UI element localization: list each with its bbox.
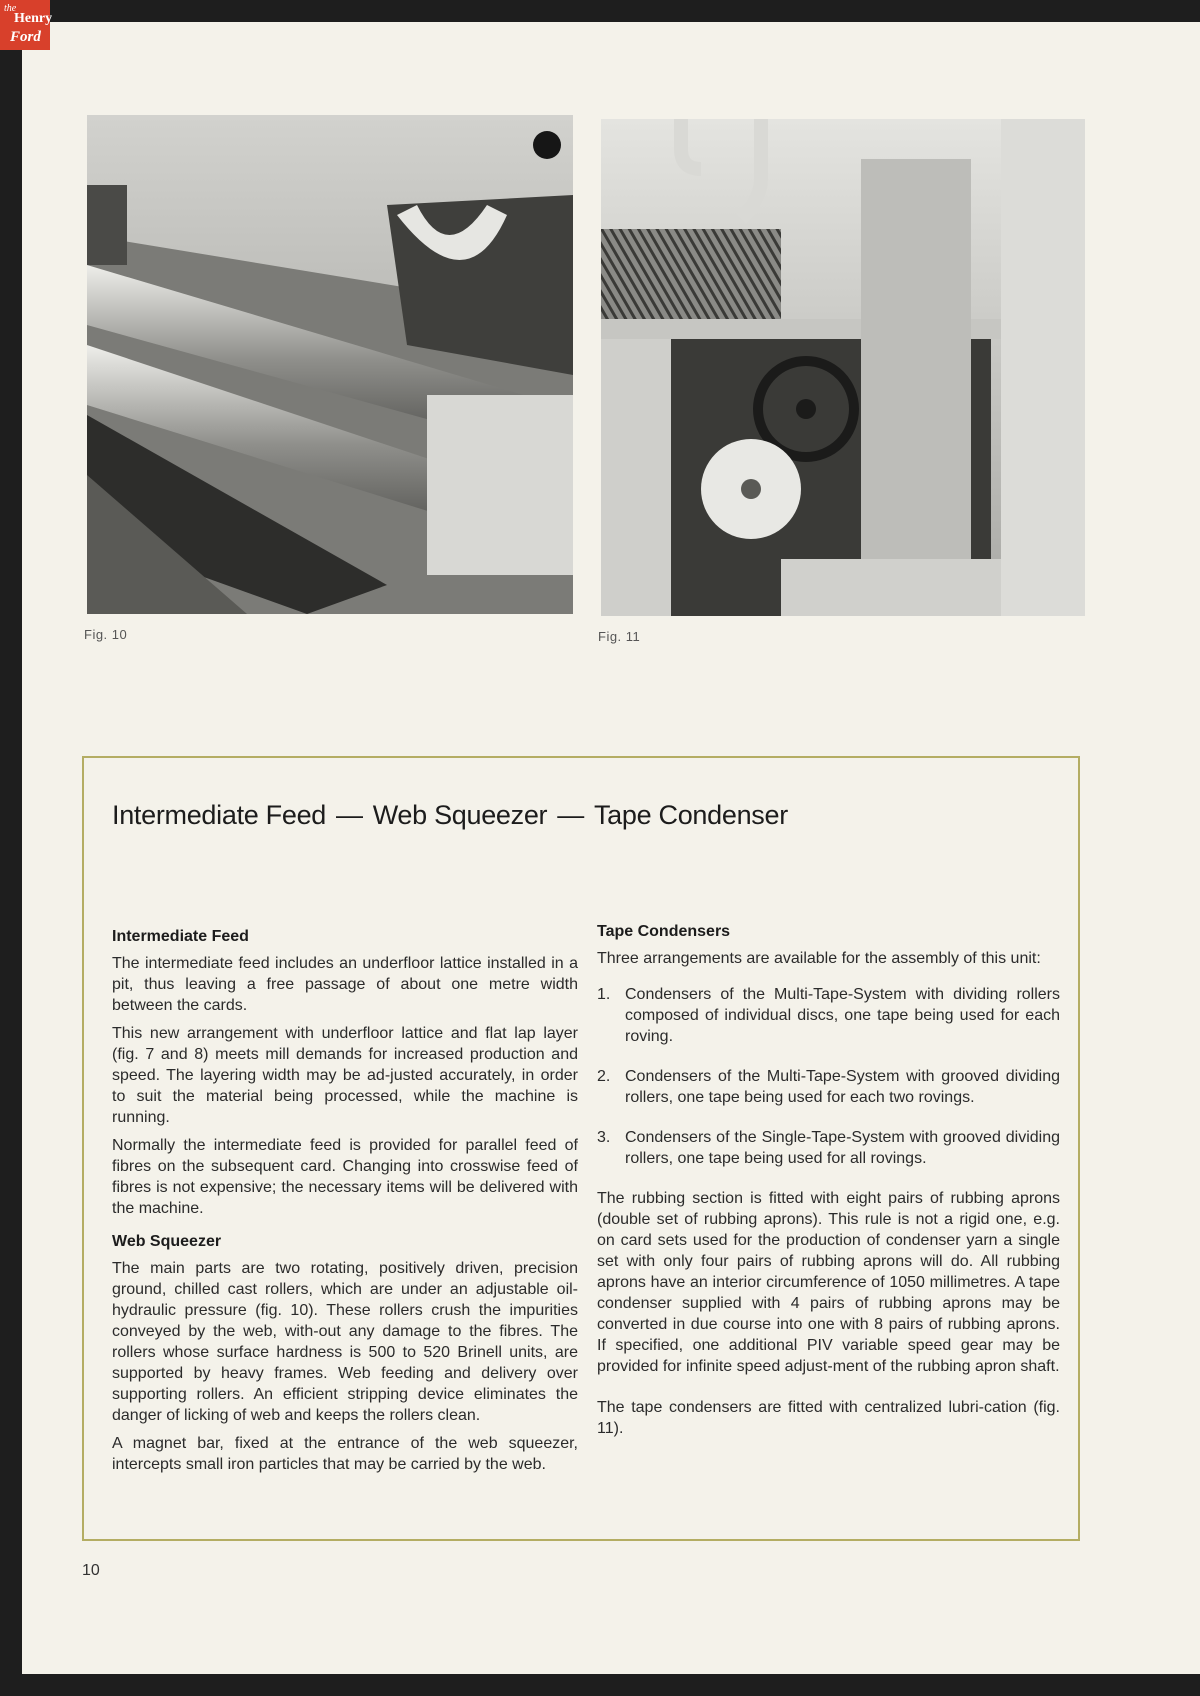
- list-item-number: 1.: [597, 986, 611, 1003]
- list-item-number: 2.: [597, 1068, 611, 1085]
- heading-dash-2: —: [557, 800, 584, 830]
- list-item-text: Condensers of the Multi-Tape-System with dividing rollers composed of individual discs, one tape being used for each roving.: [625, 986, 1060, 1045]
- tape-condensers-intro: Three arrangements are available for the assembly of this unit:: [597, 950, 1041, 967]
- list-item-number: 3.: [597, 1129, 611, 1146]
- web-squeezer-paragraph: The main parts are two rotating, positively driven, precision ground, chilled cast rollers, which are under an adjustable oil-hydraulic pressure (fig. 10). These rollers crush the impurities conveyed by the web, with-out any damage to the fibres. The rollers whose surface hardness is 500 to 520 Brinell units, are supported by heavy frames. Web feeding and delivery over supporting rollers. An efficient stripping device eliminates the danger of licking of web and keeps the rollers clean.: [112, 1260, 578, 1424]
- tape-condensers-title: Tape Condensers: [597, 923, 731, 940]
- logo-the: the: [4, 3, 17, 14]
- list-item-text: Condensers of the Single-Tape-System with grooved dividing rollers, one tape being used for all rovings.: [625, 1129, 1060, 1167]
- heading-dash-1: —: [336, 800, 363, 830]
- rubbing-section-paragraph: The rubbing section is fitted with eight pairs of rubbing aprons (double set of rubbing aprons). This rule is not a rigid one, e.g. on card sets used for the production of condenser yarn a single set with only four pairs of rubbing aprons will do. All rubbing aprons have an interior circumference of 1050 millimetres. A tape condenser supplied with 4 pairs of rubbing aprons may be converted in due course into one with 8 pairs of rubbing aprons. If specified, one additional PIV variable speed gear may be provided for infinite speed adjust-ment of the rubbing apron shaft.: [597, 1190, 1060, 1375]
- heading-intermediate-feed: Intermediate Feed: [112, 800, 327, 830]
- right-column: [597, 921, 1060, 1446]
- list-item: [597, 1127, 1060, 1169]
- heading-web-squeezer: Web Squeezer: [372, 800, 548, 830]
- intermediate-feed-title: Intermediate Feed: [112, 928, 249, 945]
- web-squeezer-illustration: [87, 115, 573, 614]
- logo-henry: Henry: [14, 11, 53, 26]
- lubrication-paragraph: The tape condensers are fitted with centralized lubri-cation (fig. 11).: [597, 1399, 1060, 1437]
- list-item: [597, 1066, 1060, 1108]
- tape-condenser-machine-photo: [601, 119, 1085, 616]
- intermediate-feed-paragraph: This new arrangement with underfloor lattice and flat lap layer (fig. 7 and 8) meets mill demands for increased production and speed. The layering width may be ad-justed accurately, in order to suit the material being processed, while the machine is running.: [112, 1025, 578, 1126]
- fig-11-caption: Fig. 11: [598, 629, 641, 644]
- section-heading: [112, 800, 788, 831]
- list-item: [597, 984, 1060, 1047]
- left-column: [112, 926, 578, 1482]
- logo-ford: Ford: [10, 29, 41, 45]
- arrangements-list: [597, 984, 1060, 1169]
- tape-condenser-illustration: [601, 119, 1085, 616]
- web-squeezer-paragraph: A magnet bar, fixed at the entrance of the web squeezer, intercepts small iron particles that may be carried by the web.: [112, 1435, 578, 1473]
- list-item-text: Condensers of the Multi-Tape-System with grooved dividing rollers, one tape being used for each two rovings.: [625, 1068, 1060, 1106]
- intermediate-feed-paragraph: Normally the intermediate feed is provided for parallel feed of fibres on the subsequent card. Changing into crosswise feed of fibres is not expensive; the necessary items will be delivered with the machine.: [112, 1137, 578, 1217]
- heading-tape-condenser: Tape Condenser: [593, 800, 788, 830]
- henry-ford-logo[interactable]: [0, 0, 53, 50]
- web-squeezer-title: Web Squeezer: [112, 1233, 222, 1250]
- fig-10-caption: Fig. 10: [84, 627, 128, 642]
- page-number: 10: [82, 1562, 100, 1579]
- web-squeezer-rollers-photo: [87, 115, 573, 614]
- intermediate-feed-paragraph: The intermediate feed includes an underfloor lattice installed in a pit, thus leaving a free passage of about one metre width between the cards.: [112, 955, 578, 1014]
